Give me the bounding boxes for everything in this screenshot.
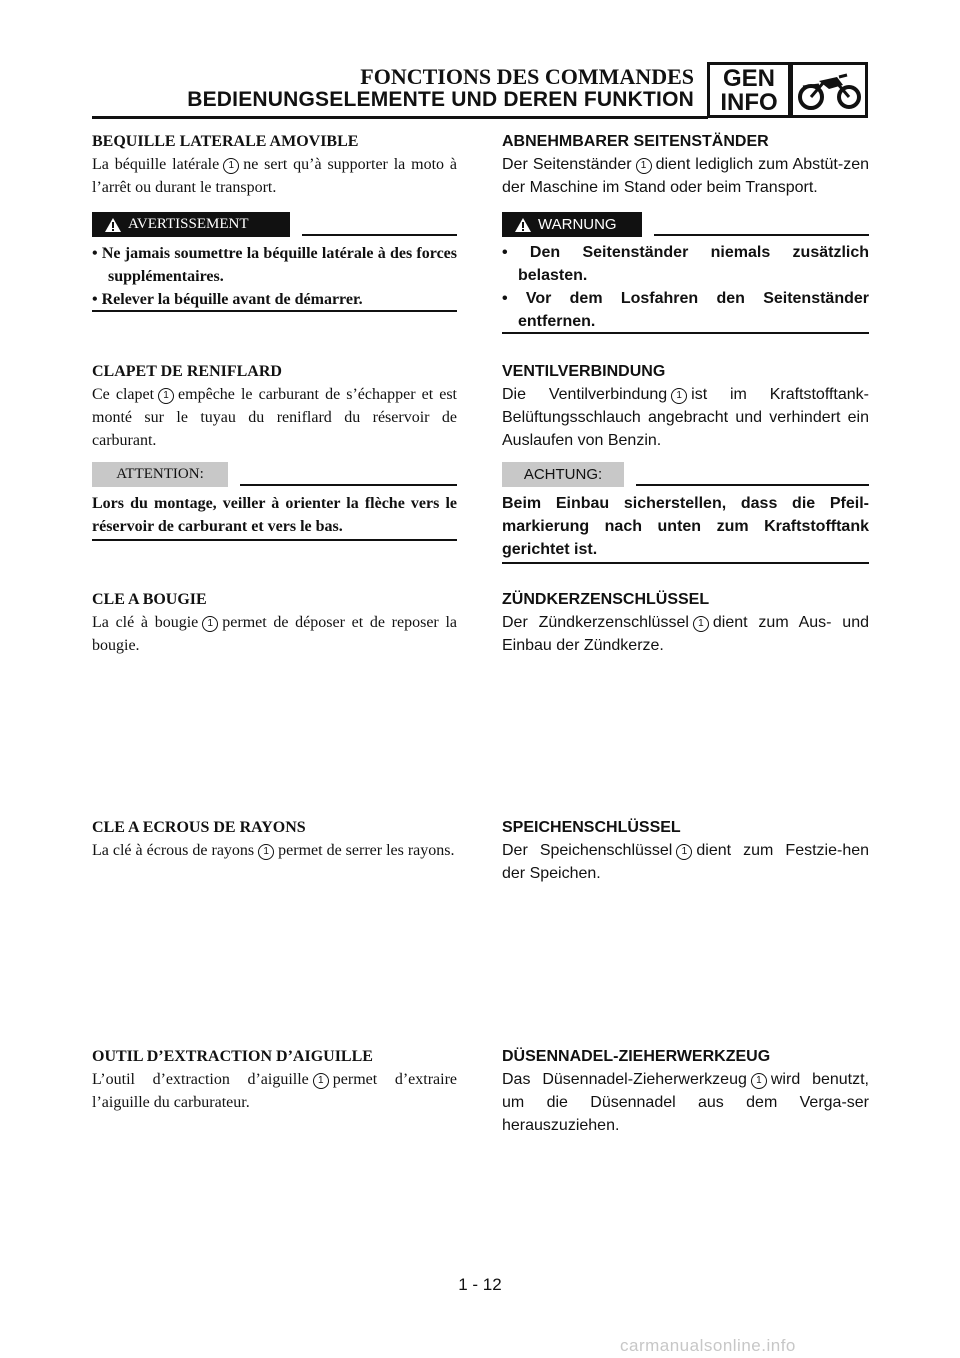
fr-heading-plug-wrench: CLE A BOUGIE (92, 591, 207, 608)
de-text-needle-puller: Das Düsennadel-Zieherwerkzeug 1 wird benutzt, um die Düsennadel aus dem Verga-ser herauszuziehen. (502, 1071, 869, 1134)
fr-caution-label: ATTENTION: (92, 462, 228, 487)
fr-warning-item: • Ne jamais soumettre la béquille latérale à des forces supplémentaires. (92, 245, 457, 285)
de-caution-content (502, 492, 869, 561)
callout-number: 1 (671, 388, 687, 404)
de-text-plug-wrench: Der Zündkerzenschlüssel 1 dient zum Aus- und Einbau der Zündkerze. (502, 614, 869, 654)
de-heading-plug-wrench: ZÜNDKERZENSCHLÜSSEL (502, 591, 710, 608)
fr-section-side-stand (92, 130, 457, 199)
callout-number: 1 (676, 844, 692, 860)
de-section-needle-puller (502, 1045, 869, 1137)
de-heading-valve: VENTILVERBINDUNG (502, 363, 666, 380)
header-title-fr: FONCTIONS DES COMMANDES (360, 64, 694, 89)
fr-caution-text: Lors du montage, veiller à orienter la flèche vers le réservoir de carburant et vers le bas. (92, 495, 457, 535)
fr-warning-label-rule (302, 234, 457, 236)
fr-heading-spoke-wrench: CLE A ECROUS DE RAYONS (92, 819, 306, 836)
fr-heading-breather: CLAPET DE RENIFLARD (92, 363, 282, 380)
callout-number: 1 (636, 158, 652, 174)
fr-caution-end-rule (92, 539, 457, 541)
callout-number: 1 (258, 844, 274, 860)
de-text-valve: Die Ventilverbindung 1 ist im Kraftstofftank-Belüftungsschlauch angebracht und verhindert ein Auslaufen von Benzin. (502, 386, 870, 449)
page-number: 1 - 12 (458, 1275, 502, 1294)
badge-line-2: INFO (720, 89, 778, 116)
de-warning-label: WARNUNG (502, 212, 642, 237)
fr-section-spoke-wrench (92, 816, 457, 862)
badge-line-1: GEN (722, 65, 775, 92)
callout-number: 1 (313, 1073, 329, 1089)
de-warning-content (502, 241, 869, 333)
de-section-spoke-wrench (502, 816, 869, 885)
fr-warning-end-rule (92, 310, 457, 312)
fr-text-needle-puller: L’outil d’extraction d’aiguille 1 permet d’extraire l’aiguille du carburateur. (92, 1071, 458, 1111)
de-section-valve (502, 360, 869, 452)
callout-number: 1 (158, 388, 174, 404)
callout-number: 1 (751, 1073, 767, 1089)
callout-number: 1 (223, 158, 239, 174)
fr-heading-side-stand: BEQUILLE LATERALE AMOVIBLE (92, 133, 359, 150)
fr-caution-content (92, 492, 457, 538)
motorcycle-badge (790, 62, 868, 118)
fr-section-plug-wrench (92, 588, 457, 657)
callout-number: 1 (693, 616, 709, 632)
de-warning-label-rule (654, 234, 869, 236)
de-section-side-stand (502, 130, 869, 199)
fr-text-plug-wrench: La clé à bougie 1 permet de déposer et de reposer la bougie. (92, 614, 458, 654)
de-section-plug-wrench (502, 588, 869, 657)
fr-text-side-stand: La béquille latérale 1 ne sert qu’à supporter la moto à l’arrêt ou durant le transport. (92, 156, 457, 196)
de-warning-end-rule (502, 332, 869, 334)
de-heading-spoke-wrench: SPEICHENSCHLÜSSEL (502, 819, 681, 836)
fr-warning-label: AVERTISSEMENT (92, 212, 290, 237)
callout-number: 1 (202, 616, 218, 632)
fr-text-breather: Ce clapet 1 empêche le carburant de s’échapper et est monté sur le tuyau du reniflard du réservoir de carburant. (92, 386, 458, 449)
de-caution-text: Beim Einbau sicherstellen, dass die Pfeil-markierung nach unten zum Kraftstofftank gerichtet ist. (502, 495, 869, 558)
watermark: carmanualsonline.info (620, 1336, 796, 1355)
fr-caution-label-rule (240, 484, 457, 486)
warning-triangle-icon (104, 217, 122, 233)
warning-triangle-icon (514, 217, 532, 233)
de-warning-item: • Vor dem Losfahren den Seitenständer entfernen. (502, 290, 869, 330)
fr-section-needle-puller (92, 1045, 457, 1114)
de-caution-end-rule (502, 562, 869, 564)
de-text-side-stand: Der Seitenständer 1 dient lediglich zum Abstüt-zen der Maschine im Stand oder beim Transport. (502, 156, 870, 196)
de-heading-side-stand: ABNEHMBARER SEITENSTÄNDER (502, 133, 769, 150)
fr-warning-content (92, 242, 457, 311)
de-caution-label-rule (636, 484, 869, 486)
de-warning-item: • Den Seitenständer niemals zusätzlich belasten. (502, 244, 869, 284)
fr-warning-item: • Relever la béquille avant de démarrer. (92, 291, 363, 308)
de-text-spoke-wrench: Der Speichenschlüssel 1 dient zum Festzie-hen der Speichen. (502, 842, 870, 882)
fr-section-breather (92, 360, 457, 452)
fr-heading-needle-puller: OUTIL D’EXTRACTION D’AIGUILLE (92, 1048, 373, 1065)
motorcycle-icon (793, 65, 865, 115)
fr-text-spoke-wrench: La clé à écrous de rayons 1 permet de serrer les rayons. (92, 842, 455, 859)
header-rule (92, 116, 708, 119)
de-caution-label: ACHTUNG: (502, 462, 624, 487)
de-heading-needle-puller: DÜSENNADEL-ZIEHERWERKZEUG (502, 1048, 771, 1065)
header-title-de: BEDIENUNGSELEMENTE UND DEREN FUNKTION (187, 88, 694, 111)
gen-info-badge (707, 62, 791, 118)
